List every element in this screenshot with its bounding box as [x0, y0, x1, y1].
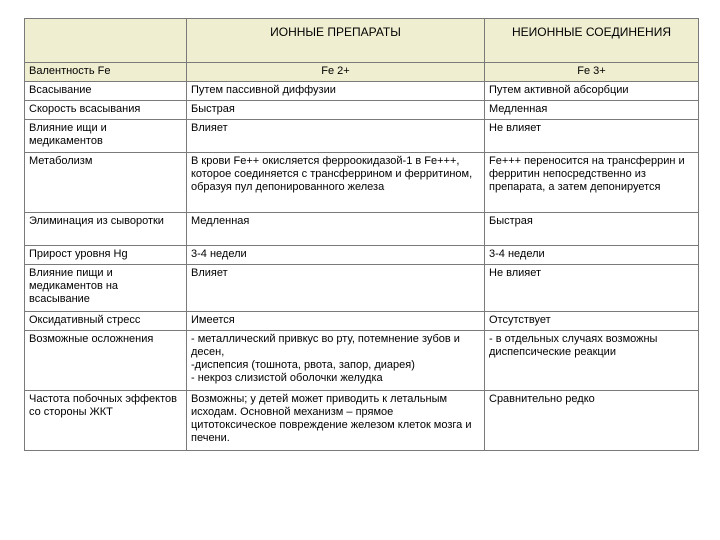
- table-row: [25, 63, 699, 82]
- iron-preparations-comparison-table: [24, 18, 699, 451]
- row-label: Всасывание: [25, 82, 187, 101]
- row-label: Валентность Fe: [25, 63, 187, 82]
- row-label: Возможные осложнения: [25, 331, 187, 391]
- table-row: [25, 82, 699, 101]
- table-row: [25, 331, 699, 391]
- row-label: Влияние ищи и медикаментов: [25, 120, 187, 153]
- header-empty-cell: [25, 19, 187, 63]
- nonionic-value: Путем активной абсорбции: [485, 82, 699, 101]
- row-label: Влияние пищи и медикаментов на всасывание: [25, 265, 187, 312]
- row-label: Прирост уровня Hg: [25, 246, 187, 265]
- ionic-value: Медленная: [187, 213, 485, 246]
- row-label: Оксидативный стресс: [25, 312, 187, 331]
- nonionic-value: Fe 3+: [485, 63, 699, 82]
- table-header-row: [25, 19, 699, 63]
- table-row: [25, 312, 699, 331]
- ionic-value: Влияет: [187, 265, 485, 312]
- ionic-value: Влияет: [187, 120, 485, 153]
- ionic-value: - металлический привкус во рту, потемнение зубов и десен, -диспепсия (тошнота, рвота, запор, диарея) - некроз слизистой оболочки желудка: [187, 331, 485, 391]
- table-row: [25, 246, 699, 265]
- table-row: [25, 391, 699, 451]
- nonionic-value: 3-4 недели: [485, 246, 699, 265]
- nonionic-value: Быстрая: [485, 213, 699, 246]
- ionic-value: Путем пассивной диффузии: [187, 82, 485, 101]
- ionic-value: Быстрая: [187, 101, 485, 120]
- table-row: [25, 120, 699, 153]
- ionic-value: Имеется: [187, 312, 485, 331]
- table-row: [25, 101, 699, 120]
- row-label: Элиминация из сыворотки: [25, 213, 187, 246]
- header-nonionic: НЕИОННЫЕ СОЕДИНЕНИЯ: [485, 19, 699, 63]
- nonionic-value: Fe+++ переносится на трансферрин и ферритин непосредственно из препарата, а затем депонируется: [485, 153, 699, 213]
- row-label: Частота побочных эффектов со стороны ЖКТ: [25, 391, 187, 451]
- ionic-value: 3-4 недели: [187, 246, 485, 265]
- table-row: [25, 265, 699, 312]
- nonionic-value: Отсутствует: [485, 312, 699, 331]
- nonionic-value: - в отдельных случаях возможны диспепсические реакции: [485, 331, 699, 391]
- nonionic-value: Сравнительно редко: [485, 391, 699, 451]
- nonionic-value: Не влияет: [485, 120, 699, 153]
- nonionic-value: Медленная: [485, 101, 699, 120]
- row-label: Метаболизм: [25, 153, 187, 213]
- row-label: Скорость всасывания: [25, 101, 187, 120]
- ionic-value: Возможны; у детей может приводить к летальным исходам. Основной механизм – прямое цитотоксическое повреждение железом клеток мозга и печени.: [187, 391, 485, 451]
- header-ionic: ИОННЫЕ ПРЕПАРАТЫ: [187, 19, 485, 63]
- nonionic-value: Не влияет: [485, 265, 699, 312]
- ionic-value: Fe 2+: [187, 63, 485, 82]
- ionic-value: В крови Fe++ окисляется ферроокидазой-1 в Fe+++, которое соединяется с трансферрином и ферритином, образуя пул депонированного железа: [187, 153, 485, 213]
- table-row: [25, 153, 699, 213]
- table-row: [25, 213, 699, 246]
- comparison-table-wrapper: [24, 18, 698, 451]
